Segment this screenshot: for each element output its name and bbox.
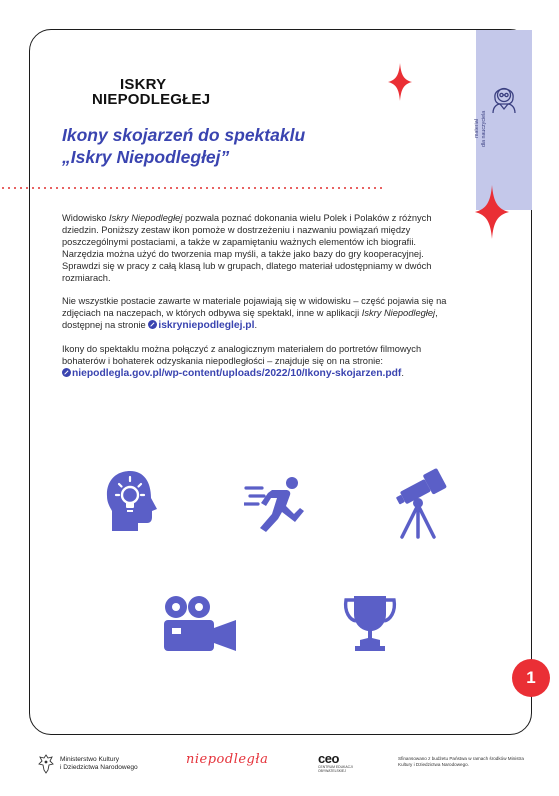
eagle-emblem-icon (37, 753, 55, 775)
iskry-niepodleglej-logo: ISKRY NIEPODLEGŁEJ (92, 76, 211, 108)
paragraph-characters: Nie wszystkie postacie zawarte w materiale pojawiają się w widowisku – część pojawia się na zdjęciach na naczepach, w których odbywa się spektakl, inne w aplikacji Iskry Niepodległej, dostępnej na stronie iskryniepodleglej.pl. (62, 296, 447, 331)
link-icon (62, 368, 71, 377)
telescope-icon (392, 463, 450, 539)
teacher-material-label: materiał dla nauczyciela (474, 110, 487, 148)
body-text (62, 212, 448, 391)
head-lightbulb-icon (104, 469, 160, 533)
page-title: Ikony skojarzeń do spektaklu „Iskry Niepodległej” (62, 125, 306, 167)
runner-icon (244, 476, 306, 532)
paragraph-intro: Widowisko Iskry Niepodległej pozwala poznać dokonania wielu Polek i Polaków z różnych dziedzin. Poniższy zestaw ikon pomoże w dostrzeżeniu i nazwaniu powiązań między poszczególnymi postaciami, a także w zapamiętaniu ważnych elementów ich biografii. Narzędzia można użyć do tworzenia map myśli, a także jako bazy do gry kooperacyjnej. Sprawdzi się w pracy z całą klasą lub w grupach, dlatego materiał udostępniamy w dwóch rozmiarach. (62, 213, 432, 283)
sparkle-icon (474, 185, 510, 239)
ceo-logo: ceo CENTRUM EDUKACJI OBYWATELSKIEJ (318, 751, 353, 773)
iskry-link[interactable]: iskryniepodleglej.pl (148, 320, 254, 331)
niepodlegla-link[interactable]: niepodlegla.gov.pl/wp-content/uploads/2022/10/Ikony-skojarzen.pdf (62, 368, 401, 379)
dotted-divider (0, 187, 382, 189)
page-number: 1 (512, 659, 550, 697)
footer (0, 745, 559, 785)
link-icon (148, 320, 157, 329)
trophy-icon (342, 594, 398, 652)
ministry-logo: Ministerstwo Kultury i Dziedzictwa Narodowego (37, 753, 138, 775)
film-camera-icon (162, 594, 238, 652)
paragraph-related: Ikony do spektaklu można połączyć z analogicznym materiałem do portretów filmowych bohaterów i bohaterek odzyskania niepodległości – znajduje się on na stronie: niepodlegla.gov.pl/wp-content/uploads/2022/10/Ikony-skojarzen.pdf. (62, 344, 422, 379)
niepodlegla-logo: niepodległa (186, 752, 269, 767)
sparkle-icon (388, 63, 412, 101)
funding-note: Sfinansowano z budżetu Państwa w ramach środków Ministra Kultury i Dziedzictwa Narodowego. (398, 756, 524, 767)
